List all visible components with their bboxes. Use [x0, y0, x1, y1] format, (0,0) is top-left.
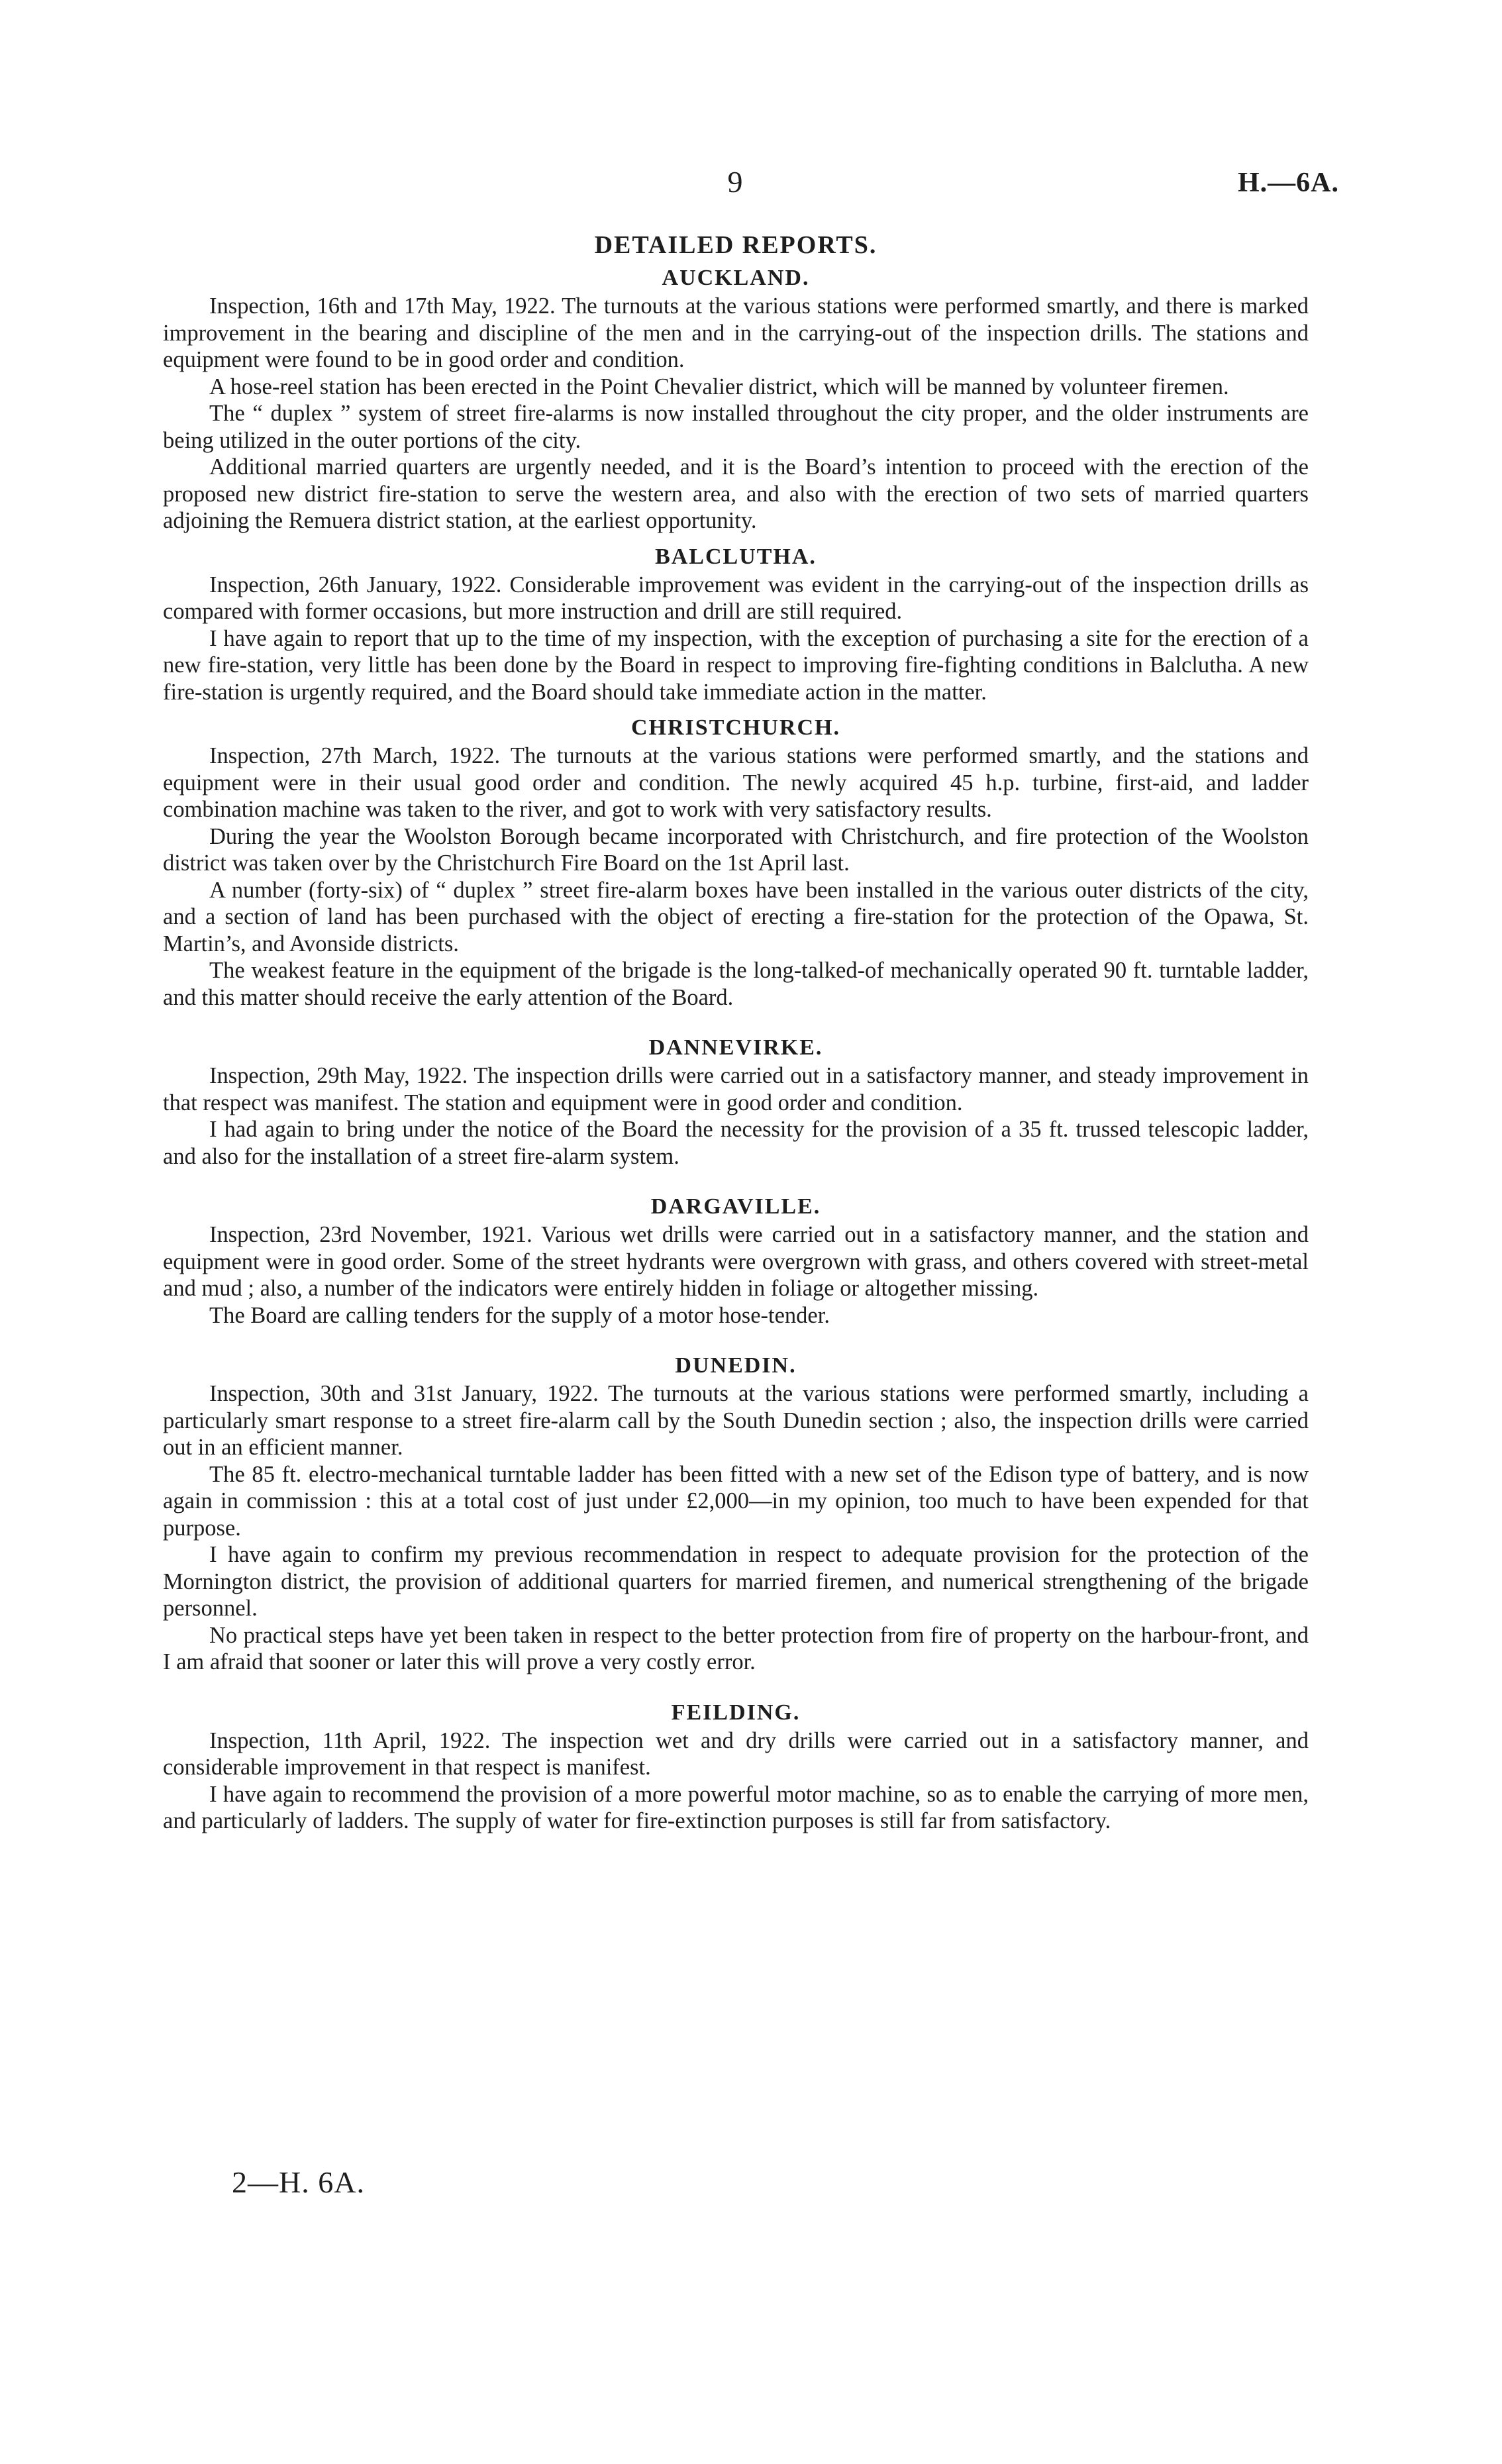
paragraph: Inspection, 30th and 31st January, 1922. The turnouts at the various stations were performed smartly, including a particularly smart response to a street fire-alarm call by the South Dunedin section ; also, the inspection drills were carried out in an efficient manner.: [163, 1381, 1309, 1460]
paragraph: I have again to confirm my previous recommendation in respect to adequate provision for the protection of the Mornington district, the provision of additional quarters for married firemen, and numerical strengthening of the brigade personnel.: [163, 1542, 1309, 1621]
paragraph: Additional married quarters are urgently needed, and it is the Board’s intention to proceed with the erection of the proposed new district fire-station to serve the western area, and also with the erection of two sets of married quarters adjoining the Remuera district station, at the earliest opportunity.: [163, 454, 1309, 533]
section-dargaville: [163, 1192, 1309, 1329]
district-heading: AUCKLAND.: [662, 266, 810, 290]
paragraph: The weakest feature in the equipment of the brigade is the long-talked-of mechanically operated 90 ft. turntable ladder, and this matter should receive the early attention of the Board.: [163, 958, 1309, 1010]
paragraph: Inspection, 23rd November, 1921. Various wet drills were carried out in a satisfactory manner, and the station and equipment were in good order. Some of the street hydrants were overgrown with grass, and others covered with street-metal and mud ; also, a number of the indicators were entirely hidden in foliage or altogether missing.: [163, 1222, 1309, 1301]
paragraph: I had again to bring under the notice of the Board the necessity for the provision of a 35 ft. trussed telescopic ladder, and also for the installation of a street fire-alarm system.: [163, 1117, 1309, 1169]
section-auckland: [163, 264, 1309, 535]
section-dunedin: [163, 1351, 1309, 1676]
paragraph: I have again to recommend the provision of a more powerful motor machine, so as to enable the carrying of more men, and particularly of ladders. The supply of water for fire-extinction purposes is still far from satisfactory.: [163, 1781, 1309, 1833]
paragraph: A number (forty-six) of “ duplex ” street fire-alarm boxes have been installed in the various outer districts of the city, and a section of land has been purchased with the object of erecting a fire-station for the protection of the Opawa, St. Martin’s, and Avonside districts.: [163, 877, 1309, 956]
paragraph: Inspection, 27th March, 1922. The turnouts at the various stations were performed smartly, and the stations and equipment were in their usual good order and condition. The newly acquired 45 h.p. turbine, first-aid, and ladder combination machine was taken to the river, and got to work with very satisfactory results.: [163, 743, 1309, 822]
section-dannevirke: [163, 1033, 1309, 1170]
section-christchurch: [163, 713, 1309, 1011]
paragraph: I have again to report that up to the time of my inspection, with the exception of purchasing a site for the erection of a new fire-station, very little has been done by the Board in respect to improving fire-fighting conditions in Balclutha. A new fire-station is urgently required, and the Board should take immediate action in the matter.: [163, 625, 1309, 705]
paragraph: Inspection, 26th January, 1922. Considerable improvement was evident in the carrying-out of the inspection drills as compared with former occasions, but more instruction and drill are still required.: [163, 572, 1309, 624]
paragraph: The 85 ft. electro-mechanical turntable ladder has been fitted with a new set of the Edison type of battery, and is now again in commission : this at a total cost of just under £2,000—in my opinion, too much to have been expended for that purpose.: [163, 1461, 1309, 1541]
paragraph: No practical steps have yet been taken in respect to the better protection from fire of property on the harbour-front, and I am afraid that sooner or later this will prove a very costly error.: [163, 1622, 1309, 1674]
paragraph: A hose-reel station has been erected in the Point Chevalier district, which will be manned by volunteer firemen.: [209, 374, 1229, 399]
paragraph: Inspection, 16th and 17th May, 1922. The turnouts at the various stations were performed smartly, and there is marked improvement in the bearing and discipline of the men and in the carrying-out of the inspection drills. The stations and equipment were found to be in good order and condition.: [163, 293, 1309, 372]
paragraph: The Board are calling tenders for the supply of a motor hose-tender.: [209, 1302, 830, 1328]
district-heading: FEILDING.: [671, 1700, 801, 1725]
page-number: 9: [727, 165, 743, 199]
district-heading: DUNEDIN.: [675, 1353, 797, 1378]
district-heading: DANNEVIRKE.: [648, 1035, 823, 1060]
paragraph: The “ duplex ” system of street fire-alarms is now installed throughout the city proper, and the older instruments are being utilized in the outer portions of the city.: [163, 401, 1309, 453]
document-reference: H.—6A.: [1238, 168, 1339, 198]
paragraph: During the year the Woolston Borough became incorporated with Christchurch, and fire protection of the Woolston district was taken over by the Christchurch Fire Board on the 1st April last.: [163, 823, 1309, 876]
district-heading: BALCLUTHA.: [655, 544, 817, 569]
district-heading: CHRISTCHURCH.: [631, 715, 840, 740]
page-title: DETAILED REPORTS.: [594, 231, 877, 259]
section-feilding: [163, 1698, 1309, 1835]
paragraph: Inspection, 11th April, 1922. The inspection wet and dry drills were carried out in a satisfactory manner, and considerable improvement in that respect is manifest.: [163, 1727, 1309, 1780]
paragraph: Inspection, 29th May, 1922. The inspection drills were carried out in a satisfactory manner, and steady improvement in that respect was manifest. The station and equipment were in good order and condition.: [163, 1063, 1309, 1115]
signature-mark: 2—H. 6A.: [232, 2165, 365, 2199]
report-body: [163, 231, 1309, 1835]
section-balclutha: [163, 542, 1309, 706]
district-heading: DARGAVILLE.: [650, 1194, 821, 1219]
